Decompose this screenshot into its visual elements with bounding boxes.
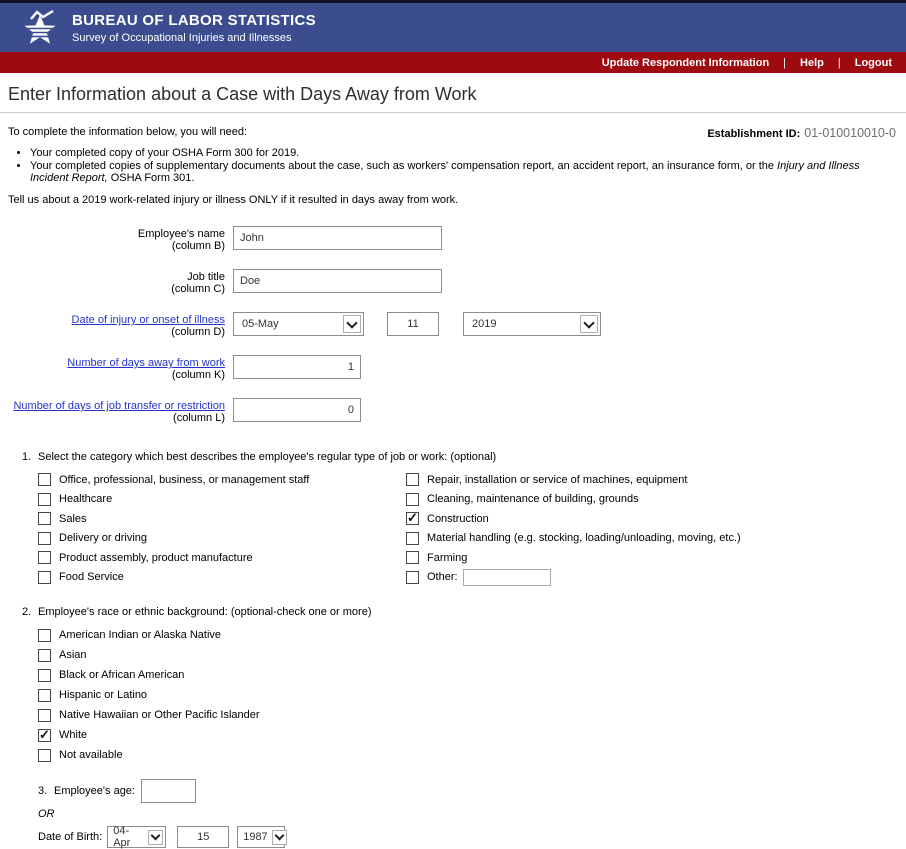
survey-subtitle: Survey of Occupational Injuries and Illnesses [72,31,292,44]
job-category-option [406,548,741,568]
option-label: Product assembly, product manufacture [59,551,253,564]
chevron-down-icon [272,830,287,845]
list-item: • Your completed copy of your OSHA Form 300 for 2019. [30,147,896,159]
race-option [38,725,906,745]
race-options-column [38,625,906,765]
dob-month-select[interactable]: 04-Apr [107,826,166,848]
injury-date-column-label: (column D) [171,326,225,338]
job-category-option [406,509,741,529]
job-category-option [38,509,406,529]
job-category-right-column [406,470,741,587]
job-category-option [38,470,406,490]
option-label: Construction [427,512,489,525]
option-label: Not available [59,749,123,761]
race-option [38,705,906,725]
or-text: OR [38,808,55,820]
option-label: American Indian or Alaska Native [59,629,222,641]
bls-logo-star-icon [20,9,60,49]
checkbox-office[interactable] [38,473,51,486]
option-label: Sales [59,512,87,525]
days-transfer-column-label: (column L) [173,412,225,424]
checkbox-white[interactable] [38,729,51,742]
injury-year-select[interactable]: 2019 [463,312,601,336]
question-number: 3. [38,785,48,797]
employee-age-input[interactable] [141,779,196,803]
injury-month-select[interactable]: 05-May [233,312,364,336]
race-option [38,645,906,665]
job-category-option-other [406,568,741,588]
utility-nav-bar [0,52,906,73]
other-category-input[interactable] [463,569,551,586]
option-label: Black or African American [59,669,185,681]
requirements-list [18,147,906,184]
option-label: Other: [427,571,458,584]
checkbox-not-available[interactable] [38,749,51,762]
employee-name-label: Employee's name (column B) [137,228,225,252]
option-label: Cleaning, maintenance of building, grounds [427,493,639,506]
question-title: Employee's race or ethnic background: (optional-check one or more) [38,606,372,618]
checkbox-delivery[interactable] [38,532,51,545]
job-category-left-column [38,470,406,587]
days-transfer-link[interactable]: Number of days of job transfer or restriction [13,400,225,412]
question-race-ethnicity [22,606,906,765]
job-category-option [406,490,741,510]
chevron-down-icon [580,315,598,333]
question-number: 2. [22,606,32,618]
case-form [0,226,906,424]
checkbox-other[interactable] [406,571,419,584]
days-away-column-label: (column K) [171,369,225,381]
employee-name-row [0,226,906,252]
job-title-row [0,269,906,295]
instruction-text: Tell us about a 2019 work-related injury or illness ONLY if it resulted in days away from work. [8,194,459,206]
dob-day-input[interactable] [177,826,229,848]
checkbox-hispanic[interactable] [38,689,51,702]
nav-separator: | [837,56,841,69]
dob-label: Date of Birth: [38,831,103,843]
chevron-down-icon [148,830,163,845]
age-label: Employee's age: [54,785,135,797]
option-label: Hispanic or Latino [59,689,148,701]
checkbox-cleaning[interactable] [406,493,419,506]
job-title-input[interactable] [233,269,442,293]
option-label: Repair, installation or service of machines, equipment [427,473,688,486]
job-category-option [38,568,406,588]
checkbox-food-service[interactable] [38,571,51,584]
injury-date-row [0,312,906,338]
bls-header [0,3,906,52]
checkbox-asian[interactable] [38,649,51,662]
option-label: Asian [59,649,87,661]
days-transfer-row [0,398,906,424]
checkbox-american-indian[interactable] [38,629,51,642]
intro-text: To complete the information below, you will need: [8,126,248,138]
race-option [38,665,906,685]
race-option [38,685,906,705]
update-respondent-link[interactable]: Update Respondent Information [601,56,770,69]
job-category-option [406,529,741,549]
job-category-option [38,548,406,568]
injury-day-input[interactable] [387,312,439,336]
establishment-id-value: 01-010010010-0 [804,126,896,140]
establishment-id-label: Establishment ID: [707,128,801,140]
option-label: White [59,729,88,741]
checkbox-product-assembly[interactable] [38,551,51,564]
option-label: Healthcare [59,493,113,506]
logout-link[interactable]: Logout [854,56,892,69]
injury-date-link[interactable]: Date of injury or onset of illness [71,314,225,326]
checkbox-repair[interactable] [406,473,419,486]
chevron-down-icon [343,315,361,333]
job-category-option [38,529,406,549]
days-away-row [0,355,906,381]
race-option [38,745,906,765]
days-away-input[interactable] [233,355,361,379]
dob-year-select[interactable]: 1987 [237,826,285,848]
nav-separator: | [783,56,787,69]
checkbox-black[interactable] [38,669,51,682]
question-job-category [22,451,906,587]
checkbox-material-handling[interactable] [406,532,419,545]
job-category-option [38,490,406,510]
list-item: • Your completed copies of supplementary documents about the case, such as workers' compensation report, an accident report, an insurance form, or the Injury and Illness Incident Report, OSHA Form 301. [30,160,896,184]
agency-title: BUREAU OF LABOR STATISTICS [72,11,316,29]
question-title: Select the category which best describes the employee's regular type of job or work: (optional) [38,451,497,463]
employee-name-input[interactable] [233,226,442,250]
question-number: 1. [22,451,32,463]
help-link[interactable]: Help [800,56,824,69]
race-option [38,625,906,645]
checkbox-native-hawaiian[interactable] [38,709,51,722]
checkbox-healthcare[interactable] [38,493,51,506]
option-label: Food Service [59,571,124,584]
option-label: Farming [427,551,468,564]
establishment-id-block [707,126,896,140]
days-transfer-input[interactable] [233,398,361,422]
job-category-option [406,470,741,490]
page-title: Enter Information about a Case with Days Away from Work [0,84,906,113]
checkbox-farming[interactable] [406,551,419,564]
job-title-label: Job title (column C) [171,271,225,295]
date-of-birth-row [38,826,906,848]
option-label: Native Hawaiian or Other Pacific Islander [59,709,260,721]
option-label: Office, professional, business, or management staff [59,473,310,486]
option-label: Delivery or driving [59,532,148,545]
checkbox-sales[interactable] [38,512,51,525]
days-away-link[interactable]: Number of days away from work [67,357,225,369]
checkbox-construction[interactable] [406,512,419,525]
option-label: Material handling (e.g. stocking, loading/unloading, moving, etc.) [427,532,741,545]
question-age [22,779,906,848]
